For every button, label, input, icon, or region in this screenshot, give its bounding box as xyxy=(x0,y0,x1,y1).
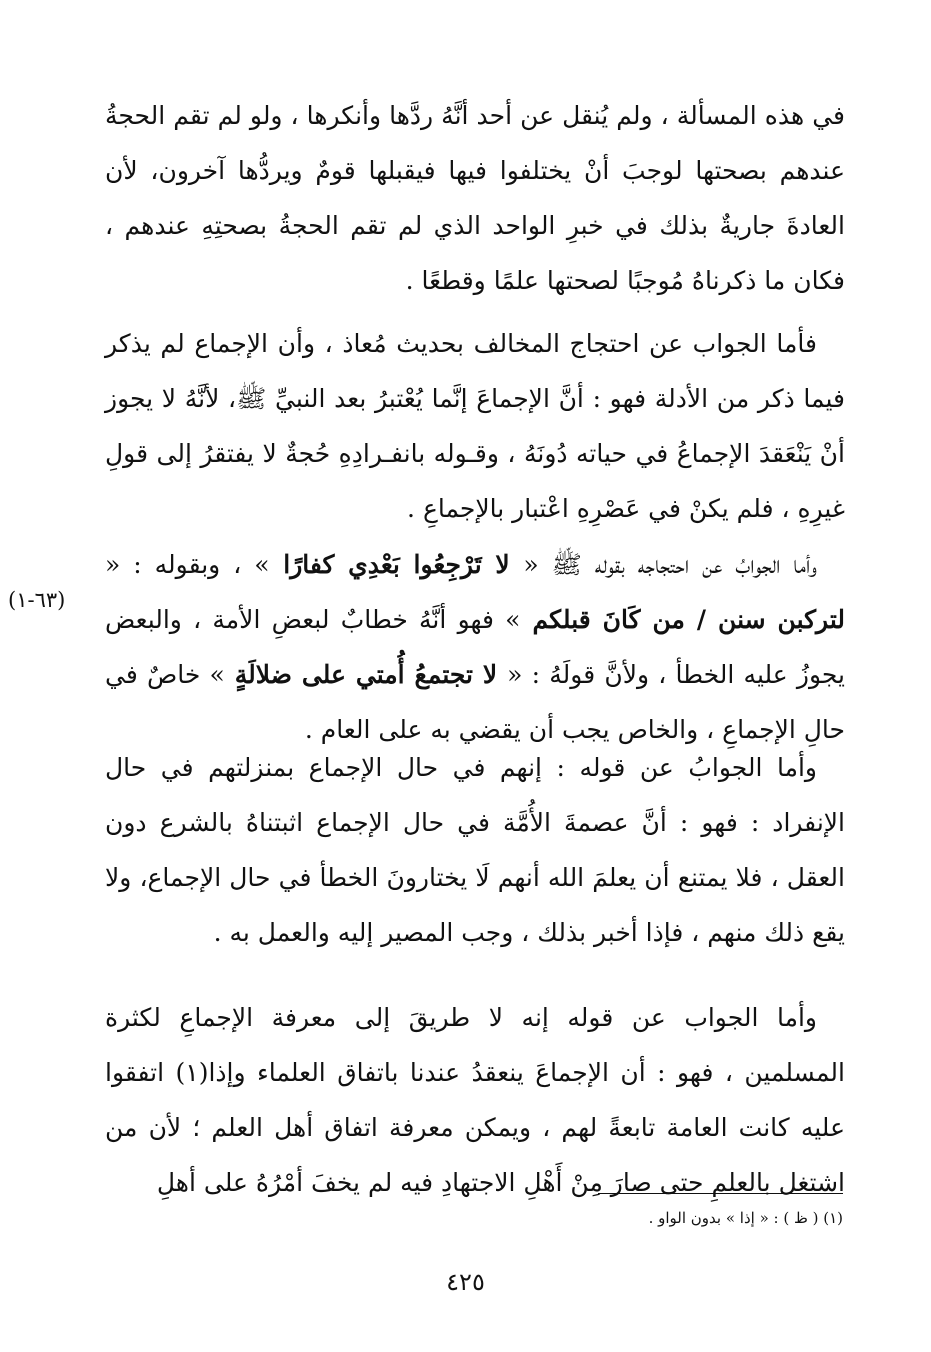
paragraph-5-text: وأما الجواب عن قوله إنه لا طريقَ إلى معرفة الإجماعِ لكثرة المسلمين ، فهو : أن الإجماعَ ينعقدُ عندنا باتفاق العلماء وإذا(١) اتفقوا عليه كانت العامة تابعةً لهم ، ويمكن معرفة اتفاق أهل العلم ؛ لأن من اشتغل بالعلمِ حتى صارَ مِنْ أَهْلِ الاجتهادِ فيه لم يخفَ أمْرُهُ على أهلِ xyxy=(105,1003,845,1197)
paragraph-3-segment-3: » فهو أنَّهُ خطابٌ لبعضِ الأمة ، والبعض يجوزُ عليه الخطأ ، ولأنَّ قولَهُ : « xyxy=(105,605,845,689)
hadith-quote-2: لتركبن سنن / من كَانَ قبلكم xyxy=(520,605,845,634)
paragraph-3-text xyxy=(105,537,845,757)
paragraph-2-text: فأما الجواب عن احتجاج المخالف بحديث مُعاذ ، وأن الإجماع لم يذكر فيما ذكر من الأدلة فهو : أنَّ الإجماعَ إنَّما يُعْتبرُ بعد النبيِّ ﷺ، لأنَّهُ لا يجوز أنْ يَنْعَقدَ الإجماعُ في حياته دُونَهُ ، وقـوله بانفـرادِهِ حُجةٌ لا يفتقرُ إلى قولِ غيرِهِ ، فلم يكنْ في عَصْرِهِ اعْتبار بالإجماعِ . xyxy=(105,329,845,523)
paragraph-5 xyxy=(105,990,845,1210)
paragraph-3-segment-4: » خاصٌ في حالِ الإجماعِ ، والخاص يجب أن يقضي به على العام . xyxy=(105,660,845,744)
paragraph-2 xyxy=(105,316,845,536)
paragraph-3-segment-2: » ، وبقوله : « xyxy=(105,550,270,579)
hadith-quote-3: لا تجتمعُ أُمتي على ضلالَةٍ xyxy=(224,660,508,689)
paragraph-1 xyxy=(105,88,845,308)
paragraph-3-segment-1: وأما الجوابُ عن احتجاجه بقوله ﷺ « xyxy=(523,550,818,579)
hadith-quote-1: لا تَرْجِعُوا بَعْدِي كفارًا xyxy=(269,550,524,579)
footnote-divider xyxy=(598,1193,843,1194)
paragraph-3 xyxy=(105,537,845,757)
paragraph-4-text: وأما الجوابُ عن قوله : إنهم في حال الإجماع بمنزلتهم في حال الإنفراد : فهو : أنَّ عصمةَ الأُمَّة في حال الإجماع اثبتناهُ بالشرع دون العقل ، فلا يمتنع أن يعلمَ الله أنهم لَا يختارونَ الخطأ في حال الإجماع، ولا يقع ذلك منهم ، فإذا أخبر بذلك ، وجب المصير إليه والعمل به . xyxy=(105,753,845,947)
manuscript-folio-marker: (٦٣-١) xyxy=(8,588,66,612)
footnote: (١) ( ظ ) : « إذا » بدون الواو . xyxy=(648,1209,843,1227)
paragraph-1-text: في هذه المسألة ، ولم يُنقل عن أحد أنَّهُ ردَّها وأنكرها ، ولو لم تقم الحجةُ عندهم بصحتها لوجبَ أنْ يختلفوا فيها فيقبلها قومٌ ويردُّها آخرون، لأن العادةَ جاريةٌ بذلك في خبرِ الواحد الذي لم تقم الحجةُ بصحتِهِ عندهم ، فكان ما ذكرناهُ مُوجبًا لصحتها علمًا وقطعًا . xyxy=(105,101,845,295)
paragraph-4 xyxy=(105,740,845,960)
page-number: ٤٢٥ xyxy=(446,1268,485,1296)
